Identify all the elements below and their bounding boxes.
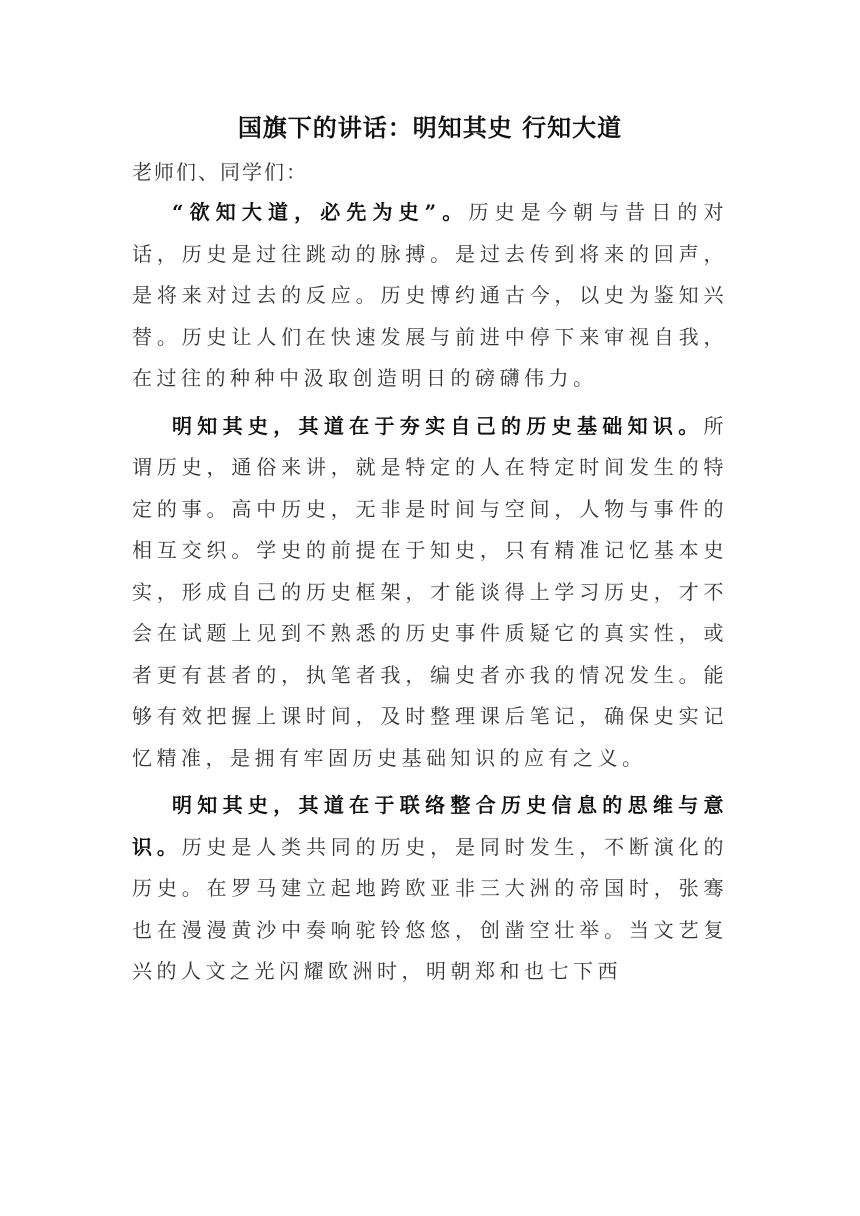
document-body <box>132 192 728 999</box>
salutation: 老师们、同学们： <box>132 160 308 184</box>
paragraph-2 <box>132 406 728 780</box>
paragraph-3 <box>132 785 728 993</box>
paragraph-text: 历史是人类共同的历史，是同时发生，不断演化的历史。在罗马建立起地跨欧亚非三大洲的帝国时，张骞也在漫漫黄沙中奏响驼铃悠悠，创凿空壮举。当文艺复兴的人文之光闪耀欧洲时，明朝郑和也七下西 <box>132 834 729 983</box>
paragraph-lead: 明知其史，其道在于夯实自己的历史基础知识。 <box>172 413 704 438</box>
paragraph-lead: “欲知大道，必先为史”。 <box>172 200 469 224</box>
paragraph-1 <box>132 192 728 400</box>
document-title: 国旗下的讲话：明知其史 行知大道 <box>237 114 623 142</box>
paragraph-text: 历史是今朝与昔日的对话，历史是过往跳动的脉搏。是过去传到将来的回声，是将来对过去的反应。历史博约通古今，以史为鉴知兴替。历史让人们在快速发展与前进中停下来审视自我，在过往的种种中汲取创造明日的磅礴伟力。 <box>132 200 729 390</box>
paragraph-lead: 明知其史，其道在于联络整合历史信息的思维与意识。 <box>132 793 728 859</box>
paragraph-text: 所谓历史，通俗来讲，就是特定的人在特定时间发生的特定的事。高中历史，无非是时间与空间，人物与事件的相互交织。学史的前提在于知史，只有精准记忆基本史实，形成自己的历史框架，才能谈得上学习历史，才不会在试题上见到不熟悉的历史事件质疑它的真实性，或者更有甚者的，执笔者我，编史者亦我的情况发生。能够有效把握上课时间，及时整理课后笔记，确保史实记忆精准，是拥有牢固历史基础知识的应有之义。 <box>132 413 728 770</box>
